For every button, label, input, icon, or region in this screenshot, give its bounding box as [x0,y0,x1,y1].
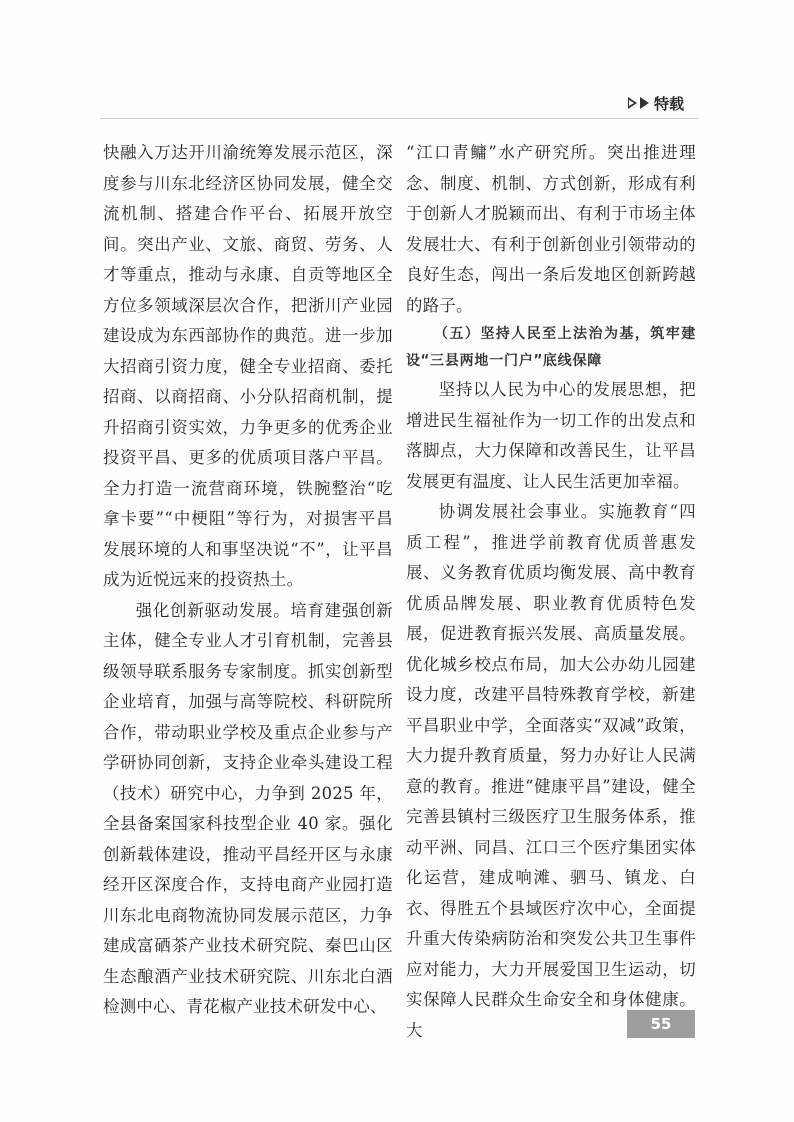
right-column [406,138,696,1046]
section-title: 特载 [654,94,685,113]
header-divider [100,118,698,119]
triangle-solid-icon [640,97,649,109]
triangle-outline-icon [628,97,637,109]
paragraph-innovation: 强化创新驱动发展。培育建强创新主体，健全专业人才引育机制，完善县级领导联系服务专家制度。抓实创新型企业培育，加强与高等院校、科研院所合作，带动职业学校及重点企业参与产学研协同创新，支持企业牵头建设工程（技术）研究中心，力争到 2025 年，全县备案国家科技型企业 40 家。强化创新载体建设，推动平昌经开区与永康经开区深度合作，支持电商产业园打造川东北电商物流协同发展示范区，力争建成富硒茶产业技术研究院、秦巴山区生态酿酒产业技术研究院、川东北白酒检测中心、青花椒产业技术研发中心、 [103,600,393,1016]
paragraph-continued: 快融入万达开川渝统筹发展示范区，深度参与川东北经济区协同发展，健全交流机制、搭建合作平台、拓展开放空间。突出产业、文旅、商贸、劳务、人才等重点，推动与永康、自贡等地区全方位多领域深层次合作，把浙川产业园建设成为东西部协作的典范。进一步加大招商引资力度，健全专业招商、委托招商、以商招商、小分队招商机制，提升招商引资实效，力争更多的优秀企业投资平昌、更多的优质项目落户平昌。全力打造一流营商环境，铁腕整治“吃拿卡要”“中梗阻”等行为，对损害平昌发展环境的人和事坚决说“不”，让平昌成为近悦远来的投资热土。 [103,143,393,589]
paragraph-people-first: 坚持以人民为中心的发展思想，把增进民生福祉作为一切工作的出发点和落脚点，大力保障和改善民生，让平昌发展更有温度、让人民生活更加幸福。 [406,380,696,491]
paragraph-continued-right: “江口青鳙”水产研究所。突出推进理念、制度、机制、方式创新，形成有利于创新人才脱颖而出、有利于市场主体发展壮大、有利于创新创业引领带动的良好生态，闯出一条后发地区创新跨越的路子。 [406,143,696,315]
running-header [628,92,684,114]
page-number: 55 [627,1010,695,1038]
paragraph-social-affairs: 协调发展社会事业。实施教育“四质工程”，推进学前教育优质普惠发展、义务教育优质均衡发展、高中教育优质品牌发展、职业教育优质特色发展，促进教育振兴发展、高质量发展。优化城乡校点布局，加大公办幼儿园建设力度，改建平昌特殊教育学校，新建平昌职业中学，全面落实“双减”政策，大力提升教育质量，努力办好让人民满意的教育。推进“健康平昌”建设，健全完善县镇村三级医疗卫生服务体系，推动平洲、同昌、江口三个医疗集团实体化运营，建成响滩、驷马、镇龙、白衣、得胜五个县域医疗次中心，全面提升重大传染病防治和突发公共卫生事件应对能力，大力开展爱国卫生运动，切实保障人民群众生命安全和身体健康。大 [406,502,696,1040]
left-column [103,138,393,1023]
section-subheading: （五）坚持人民至上法治为基，筑牢建设“三县两地一门户”底线保障 [406,326,696,369]
